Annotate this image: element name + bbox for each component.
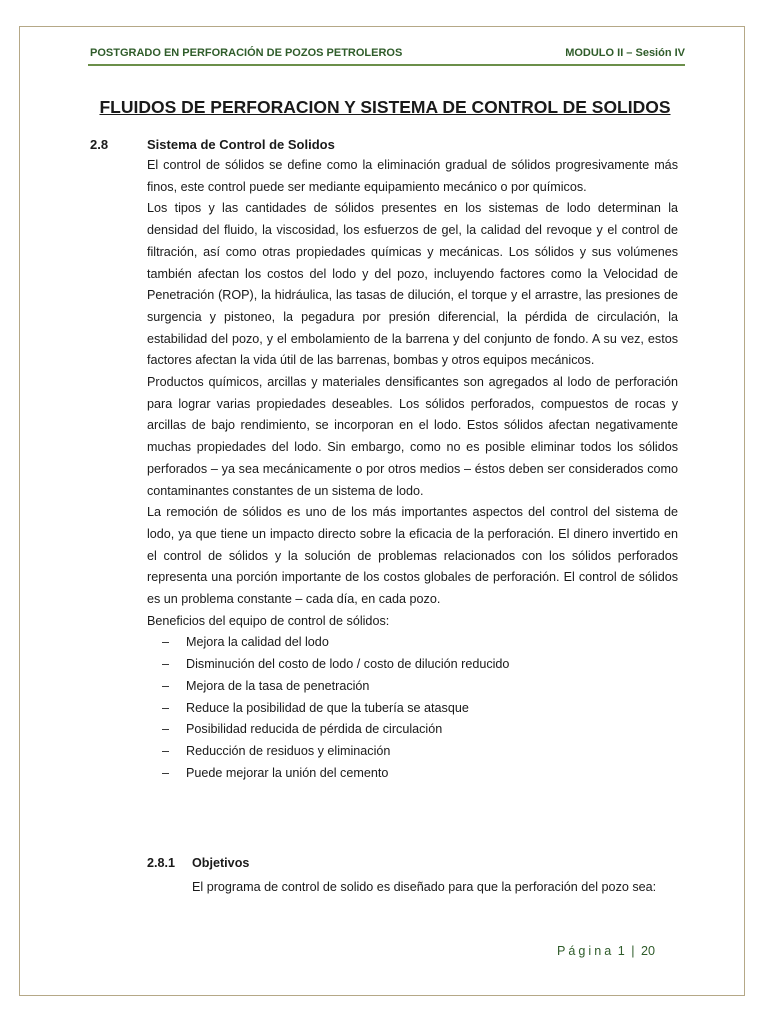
subsection-text: El programa de control de solido es diseñado para que la perforación del pozo sea: (192, 880, 657, 894)
section-number: 2.8 (90, 137, 109, 152)
header-divider (88, 64, 685, 66)
benefits-intro: Beneficios del equipo de control de sólidos: (147, 613, 390, 628)
paragraph-removal: La remoción de sólidos es uno de los más importantes aspectos del control del sistema de lodo, ya que tiene un impacto directo sobre la eficacia de la perforación. El dinero invertido en el control de sólidos y la solución de problemas relacionados con los sólidos perforados representa una porción importante de los costos globales de perforación. El control de sólidos es un problema constante – cada día, en cada pozo. (147, 505, 678, 607)
page-word: Página (557, 944, 615, 958)
page-footer (557, 944, 655, 958)
dash-bullet: – (162, 743, 170, 758)
benefit-text: Reducción de residuos y eliminación (186, 743, 391, 758)
benefit-text: Mejora de la tasa de penetración (186, 678, 370, 693)
paragraph-chemicals: Productos químicos, arcillas y materiales densificantes son agregados al lodo de perforación para lograr varias propiedades deseables. Los sólidos perforados, compuestos de rocas y arcillas de bajo rendimiento, se incorporan en el lodo. Estos sólidos afectan negativamente muchas propiedades del lodo. Sin embargo, como no es posible eliminar todos los sólidos perforados – ya sea mecánicamente o por otros medios – éstos deben ser considerados como contaminantes constantes de un sistema de lodo. (147, 375, 678, 498)
page-separator: | (631, 944, 635, 958)
list-item (147, 719, 678, 741)
page-number: 1 (617, 944, 625, 958)
benefit-text: Reduce la posibilidad de que la tubería se atasque (186, 700, 469, 715)
list-item (147, 741, 678, 763)
benefit-text: Disminución del costo de lodo / costo de dilución reducido (186, 657, 510, 672)
page-header (90, 47, 685, 59)
page-total: 20 (641, 944, 656, 958)
subsection-title: Objetivos (192, 856, 250, 870)
dash-bullet: – (162, 678, 170, 693)
header-program: POSTGRADO EN PERFORACIÓN DE POZOS PETROLEROS (90, 47, 403, 59)
header-module: MODULO II – Sesión IV (565, 47, 685, 59)
list-item (147, 763, 678, 785)
benefits-list (147, 632, 678, 784)
section-body (147, 155, 678, 784)
list-item (147, 654, 678, 676)
document-title: FLUIDOS DE PERFORACION Y SISTEMA DE CONTROL DE SOLIDOS (99, 97, 671, 117)
list-item (147, 676, 678, 698)
benefit-text: Posibilidad reducida de pérdida de circulación (186, 722, 443, 737)
paragraph-types: Los tipos y las cantidades de sólidos presentes en los sistemas de lodo determinan la densidad del fluido, la viscosidad, los esfuerzos de gel, la calidad del revoque y el control de filtración, así como otras propiedades químicas y mecánicas. Los sólidos y sus volúmenes también afectan los costos del lodo y del pozo, incluyendo factores como la Velocidad de Penetración (ROP), la hidráulica, las tasas de dilución, el torque y el arrastre, las presiones de surgencia y pistoneo, la pegadura por presión diferencial, la pérdida de circulación, la estabilidad del pozo, y el embolamiento de la barrena y del conjunto de fondo. A su vez, estos factores afectan la vida útil de las barrenas, bombas y otros equipos mecánicos. (147, 201, 678, 368)
section-title: Sistema de Control de Solidos (147, 137, 335, 152)
benefit-text: Mejora la calidad del lodo (186, 635, 329, 650)
list-item (147, 698, 678, 720)
subsection-number: 2.8.1 (147, 856, 176, 870)
dash-bullet: – (162, 657, 170, 672)
dash-bullet: – (162, 765, 170, 780)
dash-bullet: – (162, 700, 170, 715)
dash-bullet: – (162, 722, 170, 737)
list-item (147, 632, 678, 654)
paragraph-definition: El control de sólidos se define como la eliminación gradual de sólidos progresivamente más finos, este control puede ser mediante equipamiento mecánico o por químicos. (147, 158, 678, 194)
subsection-heading (147, 856, 249, 870)
dash-bullet: – (162, 635, 170, 650)
benefit-text: Puede mejorar la unión del cemento (186, 765, 389, 780)
